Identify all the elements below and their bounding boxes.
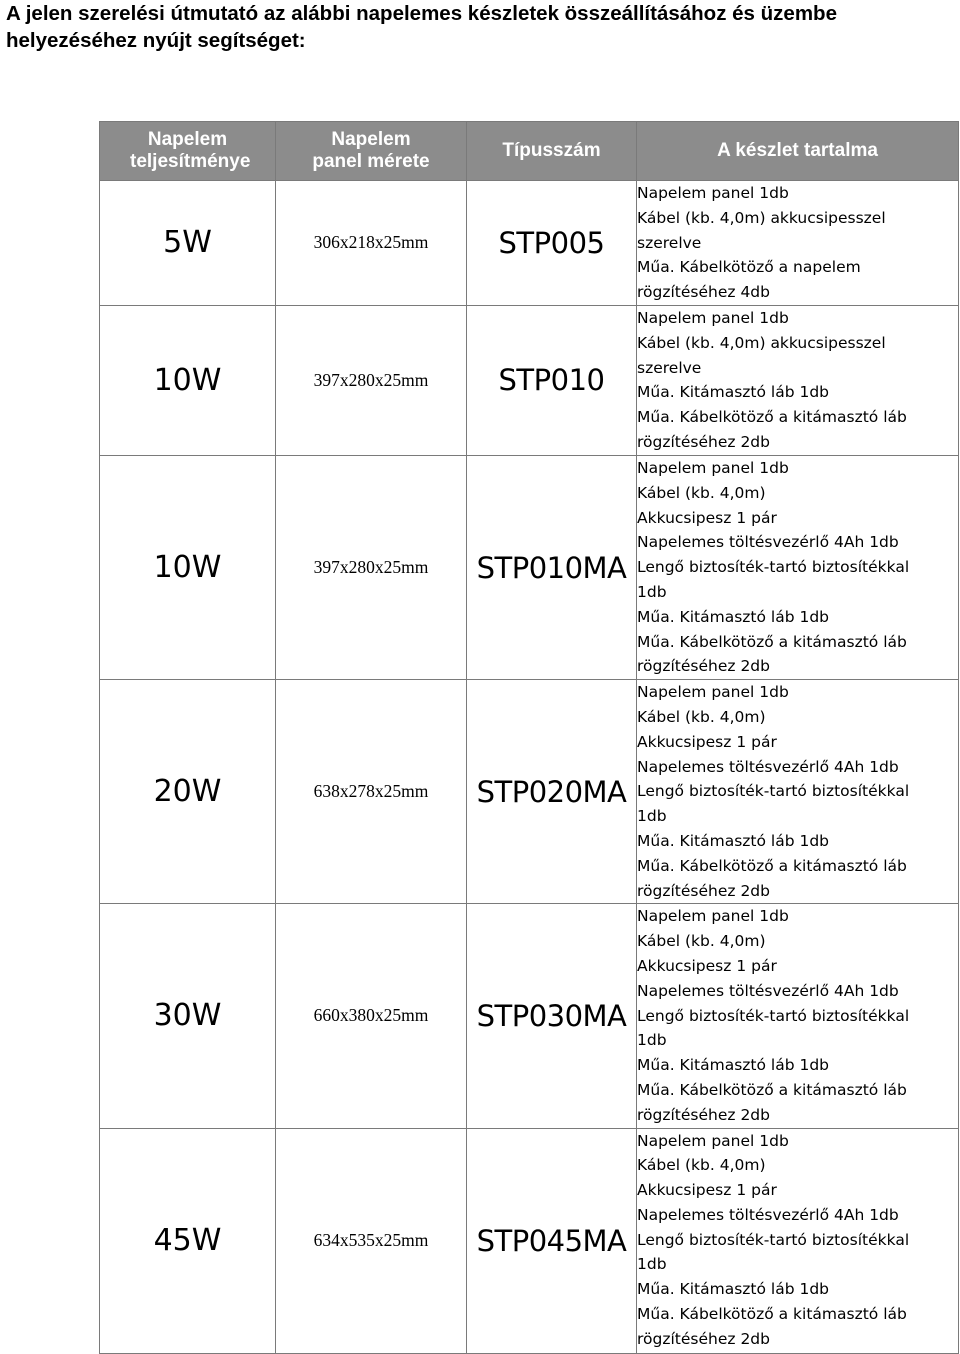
type-number-cell: STP020MA bbox=[467, 680, 637, 904]
kit-content-line: Napelemes töltésvezérlő 4Ah 1db bbox=[637, 757, 899, 776]
panel-size-cell: 660x380x25mm bbox=[276, 904, 467, 1128]
table-header-row bbox=[100, 122, 959, 181]
header-power: Napelem teljesítménye bbox=[100, 122, 276, 181]
kit-content-line: Napelem panel 1db bbox=[637, 683, 789, 702]
panel-size-cell: 397x280x25mm bbox=[276, 455, 467, 679]
kit-content-line: Lengő biztosíték-tartó biztosítékkal bbox=[637, 558, 910, 577]
table-body bbox=[100, 181, 959, 1354]
kit-content-line: 1db bbox=[637, 1255, 667, 1274]
panel-size-cell: 634x535x25mm bbox=[276, 1128, 467, 1353]
kit-content-line: Akkucsipesz 1 pár bbox=[637, 732, 777, 751]
type-number-cell: STP010 bbox=[467, 305, 637, 455]
intro-paragraph: A jelen szerelési útmutató az alábbi napelemes készletek összeállításához és üzembe helyezéséhez nyújt segítséget: bbox=[6, 2, 837, 52]
power-cell: 20W bbox=[100, 680, 276, 904]
table-row bbox=[100, 181, 959, 306]
kit-content-line: Műa. Kábelkötöző a kitámasztó láb bbox=[637, 856, 907, 875]
kit-content-line: Műa. Kábelkötöző a napelem bbox=[637, 258, 861, 277]
header-panel-size: Napelem panel mérete bbox=[276, 122, 467, 181]
type-number-cell: STP045MA bbox=[467, 1128, 637, 1353]
kit-contents-cell bbox=[637, 680, 959, 904]
kit-content-line: szerelve bbox=[637, 358, 702, 377]
power-cell: 45W bbox=[100, 1128, 276, 1353]
panel-size-cell: 306x218x25mm bbox=[276, 181, 467, 306]
kit-content-line: 1db bbox=[637, 582, 667, 601]
kit-content-line: Műa. Kábelkötöző a kitámasztó láb bbox=[637, 632, 907, 651]
kit-content-line: Napelemes töltésvezérlő 4Ah 1db bbox=[637, 981, 899, 1000]
panel-size-cell: 638x278x25mm bbox=[276, 680, 467, 904]
kit-content-line: Műa. Kábelkötöző a kitámasztó láb bbox=[637, 1305, 907, 1324]
kit-content-line: Napelem panel 1db bbox=[637, 1131, 789, 1150]
kit-contents-cell bbox=[637, 455, 959, 679]
header-type-number: Típusszám bbox=[467, 122, 637, 181]
kit-content-line: Napelem panel 1db bbox=[637, 308, 789, 327]
type-number-cell: STP010MA bbox=[467, 455, 637, 679]
kit-content-line: Lengő biztosíték-tartó biztosítékkal bbox=[637, 1006, 910, 1025]
kit-contents-cell bbox=[637, 181, 959, 306]
kit-content-line: szerelve bbox=[637, 233, 702, 252]
power-cell: 10W bbox=[100, 305, 276, 455]
kit-content-line: Kábel (kb. 4,0m) akkucsipesszel bbox=[637, 333, 886, 352]
kit-content-line: Műa. Kitámasztó láb 1db bbox=[637, 831, 830, 850]
kit-content-line: Műa. Kitámasztó láb 1db bbox=[637, 1280, 830, 1299]
kit-content-line: Műa. Kitámasztó láb 1db bbox=[637, 1056, 830, 1075]
kit-content-line: Akkucsipesz 1 pár bbox=[637, 956, 777, 975]
table-row bbox=[100, 305, 959, 455]
kit-content-line: Napelemes töltésvezérlő 4Ah 1db bbox=[637, 533, 899, 552]
kit-content-line: rögzítéséhez 4db bbox=[637, 283, 770, 302]
table-row bbox=[100, 680, 959, 904]
kit-content-line: Műa. Kitámasztó láb 1db bbox=[637, 607, 830, 626]
kit-content-line: Műa. Kitámasztó láb 1db bbox=[637, 383, 830, 402]
kit-table bbox=[99, 121, 959, 1354]
power-cell: 5W bbox=[100, 181, 276, 306]
header-kit-contents: A készlet tartalma bbox=[637, 122, 959, 181]
kit-content-line: rögzítéséhez 2db bbox=[637, 1329, 770, 1348]
kit-content-line: Napelem panel 1db bbox=[637, 458, 789, 477]
power-cell: 10W bbox=[100, 455, 276, 679]
kit-contents-cell bbox=[637, 904, 959, 1128]
kit-content-line: Napelemes töltésvezérlő 4Ah 1db bbox=[637, 1205, 899, 1224]
kit-contents-cell bbox=[637, 1128, 959, 1353]
table-row bbox=[100, 1128, 959, 1353]
kit-content-line: 1db bbox=[637, 807, 667, 826]
kit-contents-cell bbox=[637, 305, 959, 455]
kit-content-line: Lengő biztosíték-tartó biztosítékkal bbox=[637, 1230, 910, 1249]
kit-content-line: Napelem panel 1db bbox=[637, 184, 789, 202]
kit-content-line: rögzítéséhez 2db bbox=[637, 881, 770, 900]
kit-content-line: rögzítéséhez 2db bbox=[637, 432, 770, 451]
panel-size-cell: 397x280x25mm bbox=[276, 305, 467, 455]
type-number-cell: STP005 bbox=[467, 181, 637, 306]
kit-content-line: Akkucsipesz 1 pár bbox=[637, 1181, 777, 1200]
kit-content-line: Akkucsipesz 1 pár bbox=[637, 508, 777, 527]
kit-content-line: Kábel (kb. 4,0m) akkucsipesszel bbox=[637, 208, 886, 227]
kit-content-line: Kábel (kb. 4,0m) bbox=[637, 707, 766, 726]
kit-content-line: rögzítéséhez 2db bbox=[637, 1105, 770, 1124]
kit-content-line: Kábel (kb. 4,0m) bbox=[637, 1156, 766, 1175]
table-row bbox=[100, 904, 959, 1128]
kit-content-line: Kábel (kb. 4,0m) bbox=[637, 932, 766, 951]
kit-content-line: Műa. Kábelkötöző a kitámasztó láb bbox=[637, 1080, 907, 1099]
kit-content-line: Lengő biztosíték-tartó biztosítékkal bbox=[637, 782, 910, 801]
kit-content-line: Napelem panel 1db bbox=[637, 907, 789, 926]
kit-content-line: Kábel (kb. 4,0m) bbox=[637, 483, 766, 502]
kit-content-line: rögzítéséhez 2db bbox=[637, 657, 770, 676]
type-number-cell: STP030MA bbox=[467, 904, 637, 1128]
kit-content-line: 1db bbox=[637, 1031, 667, 1050]
power-cell: 30W bbox=[100, 904, 276, 1128]
table-row bbox=[100, 455, 959, 679]
kit-content-line: Műa. Kábelkötöző a kitámasztó láb bbox=[637, 408, 907, 427]
